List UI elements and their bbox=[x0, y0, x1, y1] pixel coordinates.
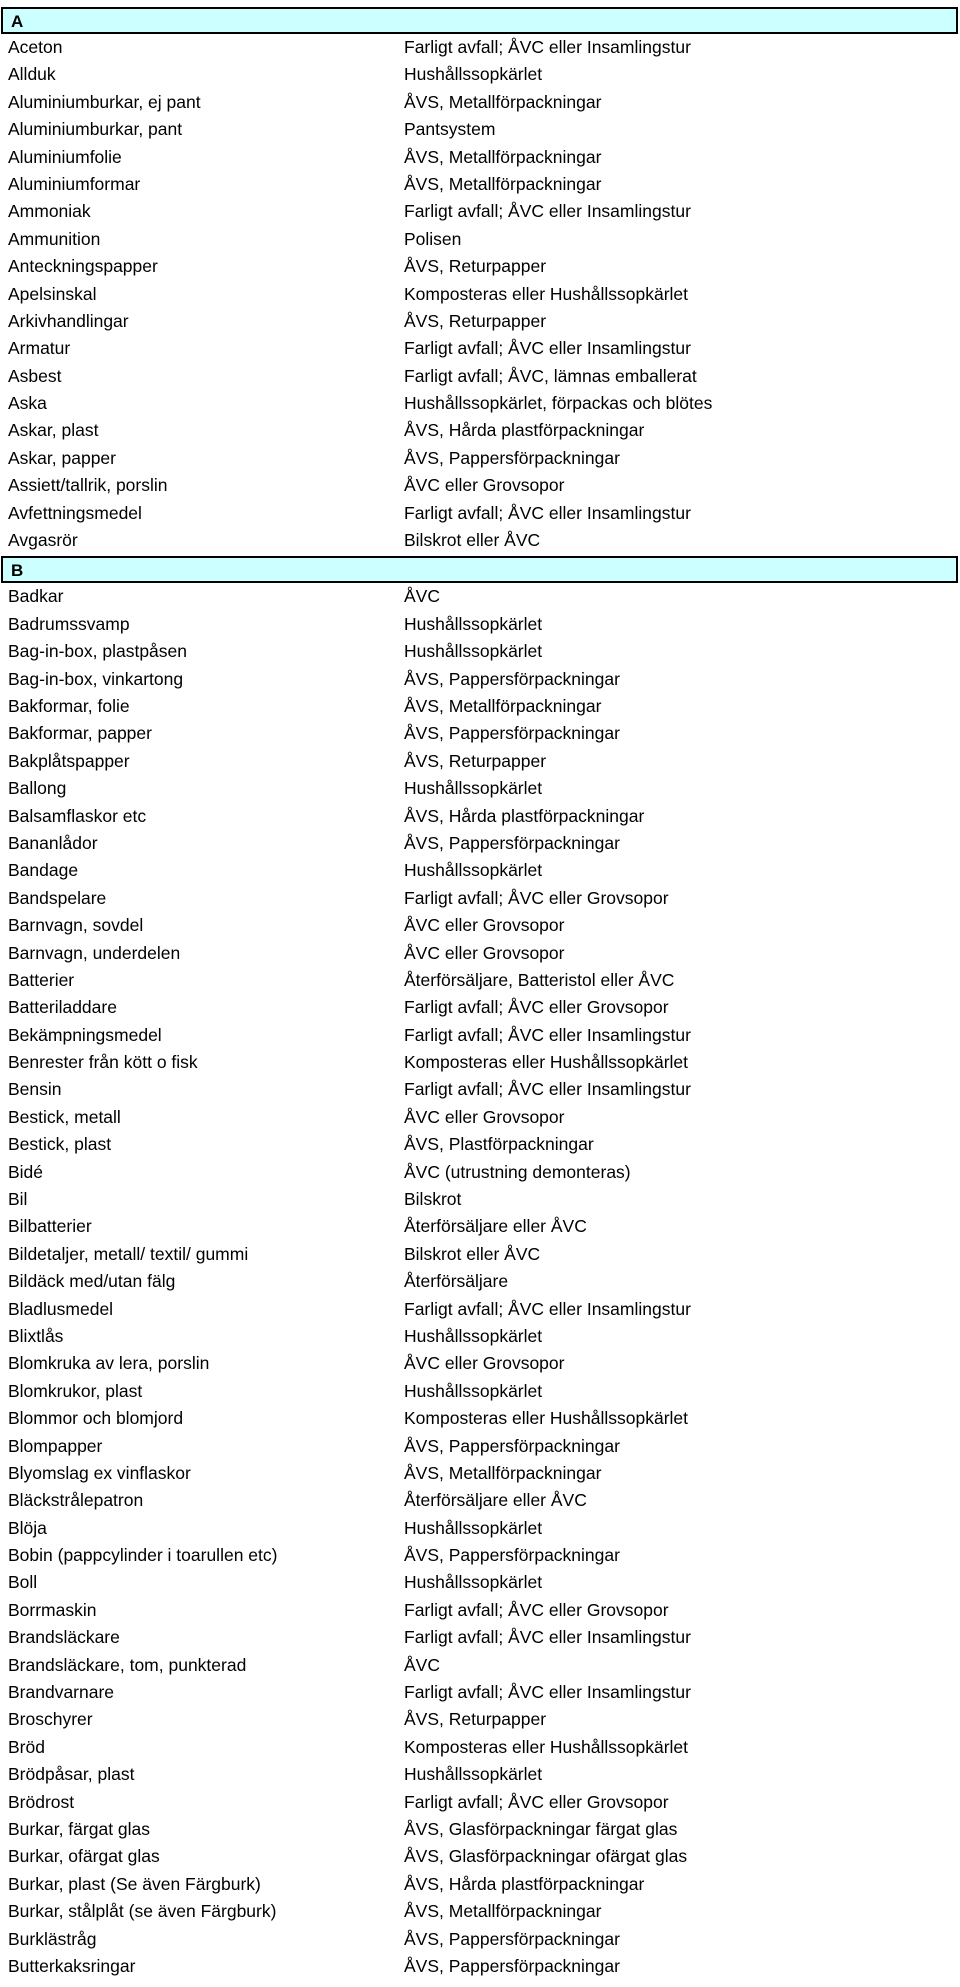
item-name: Blompapper bbox=[8, 1435, 103, 1456]
disposal-method: ÅVS, Metallförpackningar bbox=[404, 91, 602, 112]
table-row bbox=[0, 1926, 960, 1953]
item-name: Avfettningsmedel bbox=[8, 502, 142, 523]
disposal-method: Hushållssopkärlet bbox=[404, 860, 543, 881]
item-name: Bandage bbox=[8, 860, 79, 881]
table-row bbox=[0, 1871, 960, 1898]
table-row bbox=[0, 1816, 960, 1843]
item-name: Brandsläckare, tom, punkterad bbox=[8, 1654, 247, 1675]
disposal-method: Hushållssopkärlet bbox=[404, 1572, 543, 1593]
table-row bbox=[0, 61, 960, 88]
item-name: Ammoniak bbox=[8, 201, 91, 222]
disposal-method: ÅVS, Returpapper bbox=[404, 310, 547, 331]
item-name: Brandvarnare bbox=[8, 1682, 115, 1703]
table-row bbox=[0, 967, 960, 994]
item-name: Bananlådor bbox=[8, 832, 98, 853]
table-row bbox=[0, 363, 960, 390]
item-name: Bobin (pappcylinder i toarullen etc) bbox=[8, 1545, 278, 1566]
disposal-method: Hushållssopkärlet bbox=[404, 64, 543, 85]
disposal-method: Hushållssopkärlet bbox=[404, 1517, 543, 1538]
item-name: Allduk bbox=[8, 64, 56, 85]
disposal-method: ÅVS, Metallförpackningar bbox=[404, 1462, 602, 1483]
item-name: Broschyrer bbox=[8, 1709, 93, 1730]
table-row bbox=[0, 1953, 960, 1980]
item-name: Brödrost bbox=[8, 1791, 75, 1812]
table-row bbox=[0, 1460, 960, 1487]
table-row bbox=[0, 748, 960, 775]
disposal-method: ÅVS, Metallförpackningar bbox=[404, 695, 602, 716]
table-row bbox=[0, 1652, 960, 1679]
item-name: Benrester från kött o fisk bbox=[8, 1052, 198, 1073]
disposal-method: ÅVC eller Grovsopor bbox=[404, 1353, 565, 1374]
table-row bbox=[0, 445, 960, 472]
table-row bbox=[0, 885, 960, 912]
table-row bbox=[0, 1268, 960, 1295]
disposal-method: Komposteras eller Hushållssopkärlet bbox=[404, 1408, 689, 1429]
table-row bbox=[0, 527, 960, 554]
disposal-method: Komposteras eller Hushållssopkärlet bbox=[404, 1736, 689, 1757]
disposal-method: ÅVS, Pappersförpackningar bbox=[404, 832, 620, 853]
table-row bbox=[0, 1761, 960, 1788]
item-name: Bröd bbox=[8, 1736, 45, 1757]
disposal-method: ÅVS, Hårda plastförpackningar bbox=[404, 805, 645, 826]
table-row bbox=[0, 994, 960, 1021]
table-row bbox=[0, 1569, 960, 1596]
disposal-method: ÅVS, Pappersförpackningar bbox=[404, 1435, 620, 1456]
disposal-method: Farligt avfall; ÅVC eller Insamlingstur bbox=[404, 1298, 691, 1319]
item-name: Barnvagn, sovdel bbox=[8, 915, 144, 936]
item-name: Bil bbox=[8, 1189, 28, 1210]
item-name: Aluminiumfolie bbox=[8, 146, 122, 167]
disposal-method: ÅVS, Metallförpackningar bbox=[404, 1901, 602, 1922]
table-row bbox=[0, 1378, 960, 1405]
item-name: Badrumssvamp bbox=[8, 613, 130, 634]
item-name: Aska bbox=[8, 393, 47, 414]
item-name: Burkar, stålplåt (se även Färgburk) bbox=[8, 1901, 277, 1922]
item-name: Ammunition bbox=[8, 228, 101, 249]
disposal-method: Pantsystem bbox=[404, 119, 496, 140]
table-row bbox=[0, 1734, 960, 1761]
disposal-method: Återförsäljare eller ÅVC bbox=[404, 1216, 587, 1237]
table-row bbox=[0, 830, 960, 857]
disposal-method: ÅVS, Pappersförpackningar bbox=[404, 668, 620, 689]
disposal-method: ÅVS, Pappersförpackningar bbox=[404, 1545, 620, 1566]
table-row bbox=[0, 1487, 960, 1514]
item-name: Bekämpningsmedel bbox=[8, 1024, 162, 1045]
table-row bbox=[0, 1159, 960, 1186]
item-name: Bestick, plast bbox=[8, 1134, 112, 1155]
section-letter: B bbox=[11, 561, 24, 581]
table-row bbox=[0, 1350, 960, 1377]
disposal-method: ÅVS, Hårda plastförpackningar bbox=[404, 420, 645, 441]
item-name: Arkivhandlingar bbox=[8, 310, 129, 331]
item-name: Bag-in-box, vinkartong bbox=[8, 668, 184, 689]
disposal-method: ÅVC bbox=[404, 1654, 440, 1675]
table-row bbox=[0, 253, 960, 280]
disposal-method: Bilskrot eller ÅVC bbox=[404, 1243, 541, 1264]
disposal-method: Hushållssopkärlet bbox=[404, 1380, 543, 1401]
disposal-method: ÅVS, Metallförpackningar bbox=[404, 173, 602, 194]
disposal-method: ÅVS, Pappersförpackningar bbox=[404, 1928, 620, 1949]
item-name: Bakformar, papper bbox=[8, 723, 152, 744]
disposal-method: Bilskrot bbox=[404, 1189, 462, 1210]
item-name: Bag-in-box, plastpåsen bbox=[8, 641, 187, 662]
item-name: Burkar, ofärgat glas bbox=[8, 1846, 160, 1867]
disposal-method: ÅVS, Plastförpackningar bbox=[404, 1134, 594, 1155]
disposal-method: ÅVS, Glasförpackningar färgat glas bbox=[404, 1819, 678, 1839]
table-row bbox=[0, 1433, 960, 1460]
table-row bbox=[0, 775, 960, 802]
item-name: Aceton bbox=[8, 37, 63, 57]
table-row bbox=[0, 1624, 960, 1651]
disposal-method: Återförsäljare, Batteristol eller ÅVC bbox=[404, 969, 675, 990]
item-name: Blöja bbox=[8, 1517, 47, 1538]
item-name: Bakplåtspapper bbox=[8, 750, 130, 771]
item-name: Blixtlås bbox=[8, 1325, 64, 1346]
item-name: Butterkaksringar bbox=[8, 1955, 136, 1976]
disposal-method: Återförsäljare eller ÅVC bbox=[404, 1490, 587, 1511]
item-name: Asbest bbox=[8, 365, 62, 386]
table-row bbox=[0, 472, 960, 499]
item-name: Burklästråg bbox=[8, 1928, 97, 1949]
table-row bbox=[0, 34, 960, 61]
disposal-method: ÅVC (utrustning demonteras) bbox=[404, 1161, 631, 1182]
disposal-method: Hushållssopkärlet bbox=[404, 613, 543, 634]
item-name: Burkar, färgat glas bbox=[8, 1819, 151, 1839]
disposal-method: Farligt avfall; ÅVC eller Grovsopor bbox=[404, 997, 669, 1018]
item-name: Aluminiumburkar, ej pant bbox=[8, 91, 201, 112]
table-row bbox=[0, 1898, 960, 1925]
table-row bbox=[0, 940, 960, 967]
section-header bbox=[1, 556, 958, 583]
item-name: Balsamflaskor etc bbox=[8, 805, 147, 826]
table-row bbox=[0, 1131, 960, 1158]
table-row bbox=[0, 1186, 960, 1213]
item-name: Bestick, metall bbox=[8, 1106, 121, 1127]
table-row bbox=[0, 171, 960, 198]
table-row bbox=[0, 1104, 960, 1131]
item-name: Anteckningspapper bbox=[8, 256, 158, 277]
table-row bbox=[0, 912, 960, 939]
item-name: Brandsläckare bbox=[8, 1627, 120, 1648]
item-name: Batterier bbox=[8, 969, 75, 990]
item-name: Askar, papper bbox=[8, 447, 116, 468]
table-row bbox=[0, 1296, 960, 1323]
recycling-guide-sheet bbox=[0, 7, 960, 1980]
table-row bbox=[0, 638, 960, 665]
table-row bbox=[0, 417, 960, 444]
disposal-method: Farligt avfall; ÅVC eller Insamlingstur bbox=[404, 1682, 691, 1703]
table-row bbox=[0, 583, 960, 610]
section-b bbox=[0, 556, 960, 1980]
table-row bbox=[0, 1843, 960, 1870]
table-row bbox=[0, 666, 960, 693]
item-name: Blomkruka av lera, porslin bbox=[8, 1353, 210, 1374]
item-name: Blyomslag ex vinflaskor bbox=[8, 1462, 191, 1483]
disposal-method: Farligt avfall; ÅVC eller Insamlingstur bbox=[404, 201, 691, 222]
item-name: Bildäck med/utan fälg bbox=[8, 1271, 176, 1292]
disposal-method: Hushållssopkärlet bbox=[404, 641, 543, 662]
disposal-method: ÅVS, Hårda plastförpackningar bbox=[404, 1873, 645, 1894]
item-name: Burkar, plast (Se även Färgburk) bbox=[8, 1873, 261, 1894]
disposal-method: ÅVC eller Grovsopor bbox=[404, 915, 565, 936]
item-name: Bläckstrålepatron bbox=[8, 1490, 144, 1511]
table-row bbox=[0, 116, 960, 143]
section-a bbox=[0, 7, 960, 554]
disposal-method: Farligt avfall; ÅVC eller Insamlingstur bbox=[404, 1024, 691, 1045]
item-name: Armatur bbox=[8, 338, 71, 359]
table-row bbox=[0, 226, 960, 253]
table-row bbox=[0, 693, 960, 720]
disposal-method: Polisen bbox=[404, 228, 462, 249]
table-row bbox=[0, 1323, 960, 1350]
item-name: Bildetaljer, metall/ textil/ gummi bbox=[8, 1243, 249, 1264]
table-row bbox=[0, 281, 960, 308]
disposal-method: Hushållssopkärlet, förpackas och blötes bbox=[404, 393, 713, 414]
table-row bbox=[0, 308, 960, 335]
table-row bbox=[0, 335, 960, 362]
table-row bbox=[0, 803, 960, 830]
section-letter: A bbox=[11, 12, 24, 31]
item-name: Barnvagn, underdelen bbox=[8, 942, 181, 963]
item-name: Aluminiumburkar, pant bbox=[8, 119, 183, 140]
table-row bbox=[0, 144, 960, 171]
disposal-method: ÅVS, Returpapper bbox=[404, 1709, 547, 1730]
disposal-method: Komposteras eller Hushållssopkärlet bbox=[404, 283, 689, 304]
item-name: Borrmaskin bbox=[8, 1599, 97, 1620]
table-row bbox=[0, 1076, 960, 1103]
disposal-method: Farligt avfall; ÅVC eller Insamlingstur bbox=[404, 1079, 691, 1100]
disposal-method: Farligt avfall; ÅVC, lämnas emballerat bbox=[404, 365, 697, 386]
item-name: Aluminiumformar bbox=[8, 173, 141, 194]
disposal-method: Komposteras eller Hushållssopkärlet bbox=[404, 1052, 689, 1073]
item-name: Ballong bbox=[8, 778, 67, 799]
disposal-method: Hushållssopkärlet bbox=[404, 1325, 543, 1346]
disposal-method: Farligt avfall; ÅVC eller Insamlingstur bbox=[404, 338, 691, 359]
item-name: Bandspelare bbox=[8, 887, 107, 908]
disposal-method: ÅVS, Returpapper bbox=[404, 750, 547, 771]
item-name: Batteriladdare bbox=[8, 997, 117, 1018]
item-name: Avgasrör bbox=[8, 530, 78, 551]
table-row bbox=[0, 1789, 960, 1816]
disposal-method: ÅVS, Pappersförpackningar bbox=[404, 723, 620, 744]
table-row bbox=[0, 198, 960, 225]
table-row bbox=[0, 500, 960, 527]
disposal-method: ÅVS, Metallförpackningar bbox=[404, 146, 602, 167]
table-row bbox=[0, 89, 960, 116]
disposal-method: Hushållssopkärlet bbox=[404, 778, 543, 799]
item-name: Brödpåsar, plast bbox=[8, 1764, 135, 1785]
table-row bbox=[0, 1241, 960, 1268]
table-row bbox=[0, 1597, 960, 1624]
disposal-method: Bilskrot eller ÅVC bbox=[404, 530, 541, 551]
item-name: Bensin bbox=[8, 1079, 62, 1100]
item-name: Bilbatterier bbox=[8, 1216, 92, 1237]
table-row bbox=[0, 1049, 960, 1076]
table-row bbox=[0, 1542, 960, 1569]
item-name: Assiett/tallrik, porslin bbox=[8, 475, 168, 496]
disposal-method: Farligt avfall; ÅVC eller Grovsopor bbox=[404, 1599, 669, 1620]
item-name: Apelsinskal bbox=[8, 283, 97, 304]
disposal-method: Farligt avfall; ÅVC eller Insamlingstur bbox=[404, 502, 691, 523]
item-name: Blommor och blomjord bbox=[8, 1408, 184, 1429]
disposal-method: ÅVC eller Grovsopor bbox=[404, 942, 565, 963]
disposal-method: ÅVS, Returpapper bbox=[404, 256, 547, 277]
table-row bbox=[0, 857, 960, 884]
item-name: Bidé bbox=[8, 1161, 44, 1182]
disposal-method: ÅVS, Pappersförpackningar bbox=[404, 1955, 620, 1976]
disposal-method: ÅVS, Glasförpackningar ofärgat glas bbox=[404, 1846, 688, 1867]
disposal-method: ÅVC eller Grovsopor bbox=[404, 475, 565, 496]
item-name: Boll bbox=[8, 1572, 38, 1593]
disposal-method: Hushållssopkärlet bbox=[404, 1764, 543, 1785]
table-row bbox=[0, 1679, 960, 1706]
disposal-method: ÅVS, Pappersförpackningar bbox=[404, 447, 620, 468]
disposal-method: ÅVC eller Grovsopor bbox=[404, 1106, 565, 1127]
item-name: Bladlusmedel bbox=[8, 1298, 114, 1319]
section-header bbox=[1, 7, 958, 34]
item-name: Bakformar, folie bbox=[8, 695, 130, 716]
disposal-method: Farligt avfall; ÅVC eller Insamlingstur bbox=[404, 37, 691, 57]
table-row bbox=[0, 720, 960, 747]
disposal-method: ÅVC bbox=[404, 586, 440, 607]
disposal-method: Farligt avfall; ÅVC eller Grovsopor bbox=[404, 887, 669, 908]
disposal-method: Farligt avfall; ÅVC eller Grovsopor bbox=[404, 1791, 669, 1812]
table-row bbox=[0, 1022, 960, 1049]
table-row bbox=[0, 1706, 960, 1733]
table-row bbox=[0, 611, 960, 638]
table-row bbox=[0, 390, 960, 417]
item-name: Badkar bbox=[8, 586, 64, 607]
table-row bbox=[0, 1405, 960, 1432]
table-row bbox=[0, 1515, 960, 1542]
table-row bbox=[0, 1213, 960, 1240]
item-name: Askar, plast bbox=[8, 420, 99, 441]
disposal-method: Återförsäljare bbox=[404, 1271, 509, 1292]
item-name: Blomkrukor, plast bbox=[8, 1380, 143, 1401]
disposal-method: Farligt avfall; ÅVC eller Insamlingstur bbox=[404, 1627, 691, 1648]
